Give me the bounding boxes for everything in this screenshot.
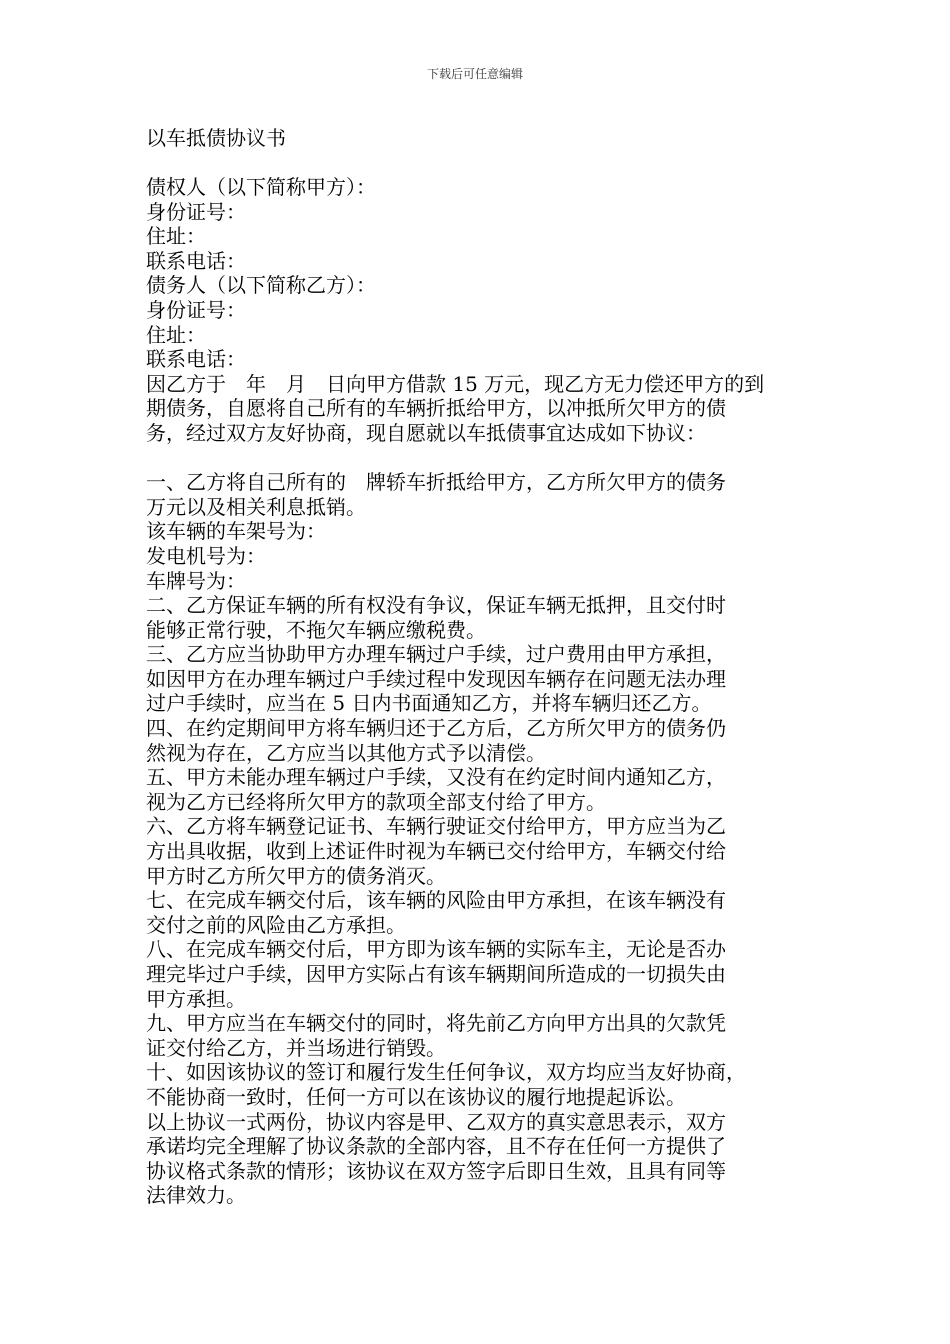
document-line: 七、在完成车辆交付后，该车辆的风险由甲方承担，在该车辆没有: [146, 888, 726, 913]
document-line: 债权人（以下简称甲方）：: [146, 175, 376, 199]
document-line: 该车辆的车架号为：: [146, 519, 326, 544]
document-line: 以上协议一式两份，协议内容是甲、乙双方的真实意思表示，双方: [146, 1109, 726, 1134]
blank-line: [146, 446, 826, 471]
document-line: 住址：: [146, 322, 206, 347]
document-line: 视为乙方已经将所欠甲方的款项全部支付给了甲方。: [146, 789, 606, 814]
document-line: 九、甲方应当在车辆交付的同时，将先前乙方向甲方出具的欠款凭: [146, 1011, 726, 1036]
document-line: 身份证号：: [146, 199, 246, 224]
document-line: 四、在约定期间甲方将车辆归还于乙方后，乙方所欠甲方的债务仍: [146, 716, 726, 741]
document-line: 交付之前的风险由乙方承担。: [146, 912, 406, 937]
document-line: 理完毕过户手续，因甲方实际占有该车辆期间所造成的一切损失由: [146, 962, 726, 986]
document-line: 十、如因该协议的签订和履行发生任何争议，双方均应当友好协商，: [146, 1060, 746, 1085]
document-line: 五、甲方未能办理车辆过户手续，又没有在约定时间内通知乙方，: [146, 765, 726, 790]
document-line: 联系电话：: [146, 347, 246, 372]
document-line: 车牌号为：: [146, 568, 246, 593]
document-line: 务，经过双方友好协商，现自愿就以车抵债事宜达成如下协议：: [146, 420, 706, 445]
document-line: 协议格式条款的情形；该协议在双方签字后即日生效，且具有同等: [146, 1158, 726, 1183]
document-line: 证交付给乙方，并当场进行销毁。: [146, 1035, 446, 1060]
document-line: 因乙方于 年 月 日向甲方借款 15 万元，现乙方无力偿还甲方的到: [146, 371, 765, 396]
document-line: 八、在完成车辆交付后，甲方即为该车辆的实际车主，无论是否办: [146, 937, 726, 962]
document-line: 如因甲方在办理车辆过户手续过程中发现因车辆存在问题无法办理: [146, 666, 726, 691]
document-line: 甲方时乙方所欠甲方的债务消灭。: [146, 863, 446, 888]
document-line: 过户手续时，应当在 5 日内书面通知乙方，并将车辆归还乙方。: [146, 691, 712, 716]
document-line: 发电机号为：: [146, 543, 266, 568]
document-line: 法律效力。: [146, 1183, 246, 1208]
document-line: 期债务，自愿将自己所有的车辆折抵给甲方，以冲抵所欠甲方的债: [146, 396, 726, 421]
document-line: 联系电话：: [146, 248, 246, 273]
document-line: 不能协商一致时，任何一方可以在该协议的履行地提起诉讼。: [146, 1084, 686, 1109]
document-line: 方出具收据，收到上述证件时视为车辆已交付给甲方，车辆交付给: [146, 839, 726, 864]
document-line: 然视为存在，乙方应当以其他方式予以清偿。: [146, 740, 546, 765]
document-line: 六、乙方将车辆登记证书、车辆行驶证交付给甲方，甲方应当为乙: [146, 814, 726, 839]
document-line: 住址：: [146, 224, 206, 249]
document-body: [146, 175, 826, 1208]
document-title: 以车抵债协议书: [146, 126, 286, 150]
header-note: 下载后可任意编辑: [426, 67, 523, 81]
document-line: 身份证号：: [146, 297, 246, 322]
document-line: 能够正常行驶，不拖欠车辆应缴税费。: [146, 617, 486, 642]
document-line: 承诺均完全理解了协议条款的全部内容，且不存在任何一方提供了: [146, 1134, 726, 1159]
document-line: 万元以及相关利息抵销。: [146, 494, 366, 519]
document-line: 甲方承担。: [146, 986, 246, 1011]
document-line: 债务人（以下简称乙方）：: [146, 273, 376, 298]
document-line: 二、乙方保证车辆的所有权没有争议，保证车辆无抵押，且交付时: [146, 593, 726, 618]
document-line: 一、乙方将自己所有的 牌轿车折抵给甲方，乙方所欠甲方的债务: [146, 470, 726, 495]
document-line: 三、乙方应当协助甲方办理车辆过户手续，过户费用由甲方承担，: [146, 642, 726, 667]
